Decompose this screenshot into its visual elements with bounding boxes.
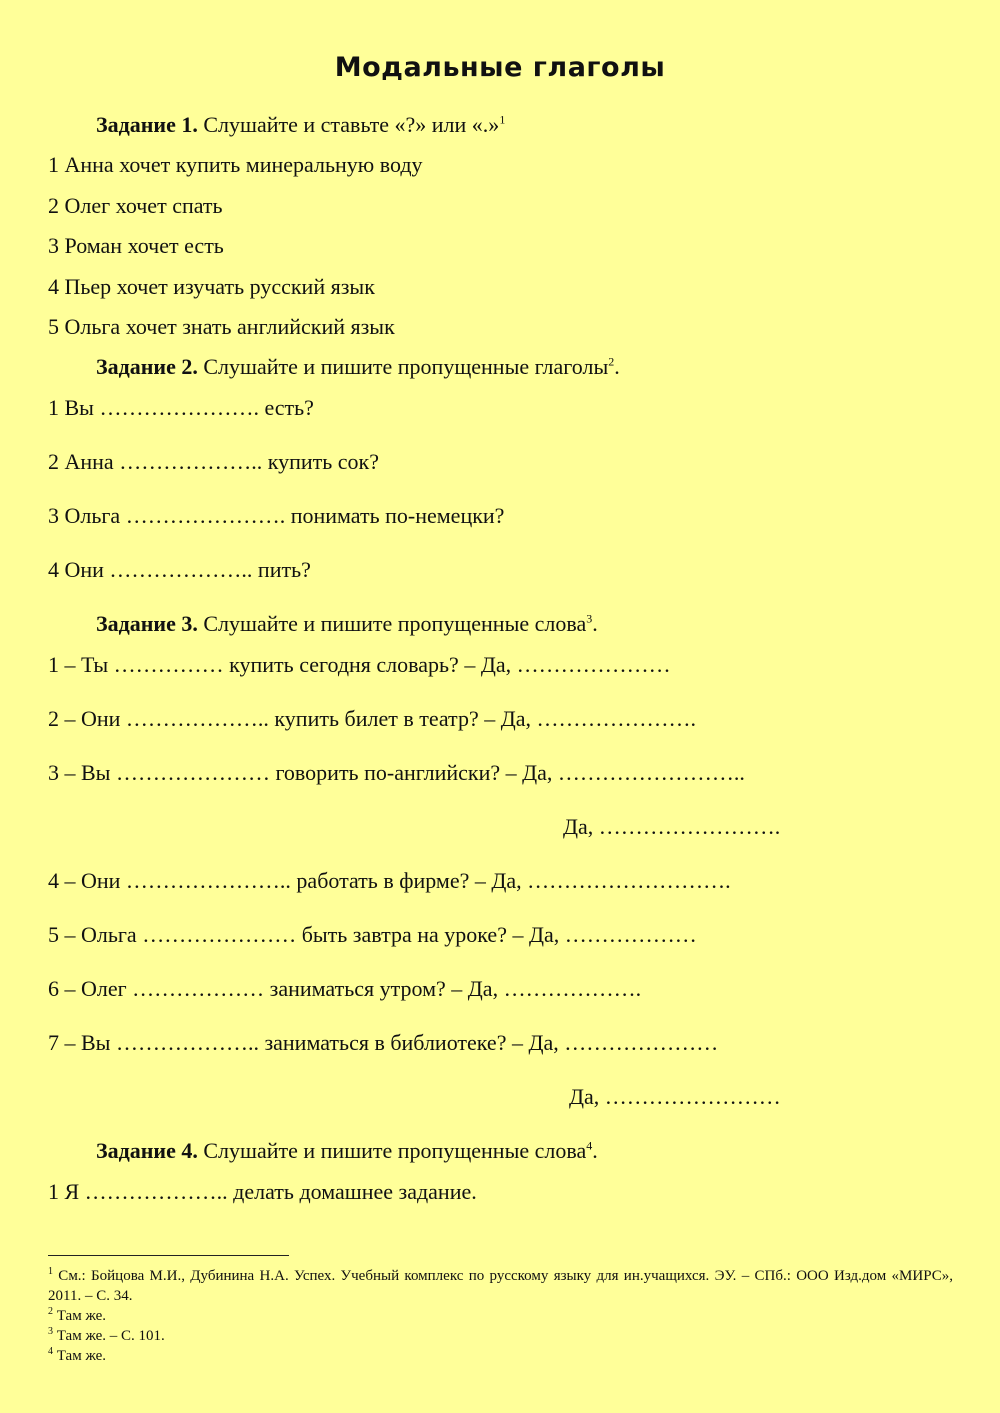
footnote-number: 2 — [48, 1306, 53, 1317]
task-1-item: 4 Пьер хочет изучать русский язык — [48, 274, 375, 299]
task-4-label: Задание 4. — [96, 1138, 198, 1163]
task-2-item: 2 Анна ……………….. купить сок? — [48, 449, 379, 474]
footnote-text: Там же. – С. 101. — [53, 1328, 165, 1344]
task-4-heading: Задание 4. Слушайте и пишите пропущенные слова$^4$. — [96, 1138, 598, 1163]
page-title: Модальные глаголы — [334, 52, 666, 83]
task-3-item: 6 – Олег ……………… заниматься утром? – Да, ………………. — [48, 976, 642, 1001]
footnote-ref-1[interactable]: 1 — [499, 112, 506, 127]
task-1-item: 2 Олег хочет спать — [48, 193, 223, 218]
footnote-2 — [48, 1306, 106, 1326]
footnote-divider — [48, 1255, 289, 1256]
task-1-item: 3 Роман хочет есть — [48, 233, 224, 258]
task-3-instruction: Слушайте и пишите пропущенные слова — [197, 611, 587, 636]
footnote-3 — [48, 1326, 165, 1346]
task-3-item: 7 – Вы ……………….. заниматься в библиотеке? – Да, ………………… — [48, 1030, 719, 1055]
task-3-item-continuation: Да, ……………………. — [563, 814, 781, 839]
task-2-item: 3 Ольга …………………. понимать по-немецки? — [48, 503, 505, 528]
task-1-label: Задание 1. — [96, 112, 198, 137]
footnote-number: 1 — [48, 1266, 53, 1277]
footnote-ref-4[interactable]: 4 — [586, 1138, 593, 1153]
footnote-text: Там же. — [53, 1348, 107, 1364]
task-3-label: Задание 3. — [96, 611, 198, 636]
task-1-instruction: Слушайте и ставьте «?» или «.» — [197, 112, 500, 137]
task-4-item: 1 Я ……………….. делать домашнее задание. — [48, 1179, 477, 1204]
footnote-number: 3 — [48, 1326, 53, 1337]
task-2-label: Задание 2. — [96, 354, 198, 379]
footnote-4 — [48, 1346, 106, 1366]
task-1-item: 1 Анна хочет купить минеральную воду — [48, 152, 423, 177]
task-2-item: 1 Вы …………………. есть? — [48, 395, 314, 420]
footnote-ref-3[interactable]: 3 — [586, 611, 593, 626]
task-1-item: 5 Ольга хочет знать английский язык — [48, 314, 395, 339]
task-3-item: 4 – Они ………………….. работать в фирме? – Да, ………………………. — [48, 868, 731, 893]
task-3-item-continuation: Да, …………………… — [569, 1084, 781, 1109]
task-3-item: 5 – Ольга ………………… быть завтра на уроке? – Да, ……………… — [48, 922, 697, 947]
footnote-text: См.: Бойцова М.И., Дубинина Н.А. Успех. Учебный комплекс по русскому языку для ин.учащихся. ЭУ. – СПб.: ООО Изд.дом «МИРС», 2011. – С. 34. — [48, 1268, 953, 1304]
footnote-1 — [48, 1266, 953, 1306]
task-1-heading — [96, 111, 505, 139]
task-3-item: 1 – Ты …………… купить сегодня словарь? – Да, ………………… — [48, 652, 671, 677]
footnote-ref-2[interactable]: 2 — [608, 354, 615, 369]
task-3-item: 3 – Вы ………………… говорить по-английски? – Да, …………………….. — [48, 760, 745, 785]
task-2-heading: Задание 2. Слушайте и пишите пропущенные глаголы$^2$. — [96, 354, 620, 379]
footnote-number: 4 — [48, 1346, 53, 1357]
task-3-heading: Задание 3. Слушайте и пишите пропущенные слова$^3$. — [96, 611, 598, 636]
task-2-instruction: Слушайте и пишите пропущенные глаголы — [197, 354, 609, 379]
task-3-item: 2 – Они ……………….. купить билет в театр? – Да, …………………. — [48, 706, 696, 731]
task-4-instruction: Слушайте и пишите пропущенные слова — [197, 1138, 587, 1163]
footnote-text: Там же. — [53, 1308, 107, 1324]
task-2-item: 4 Они ……………….. пить? — [48, 557, 311, 582]
